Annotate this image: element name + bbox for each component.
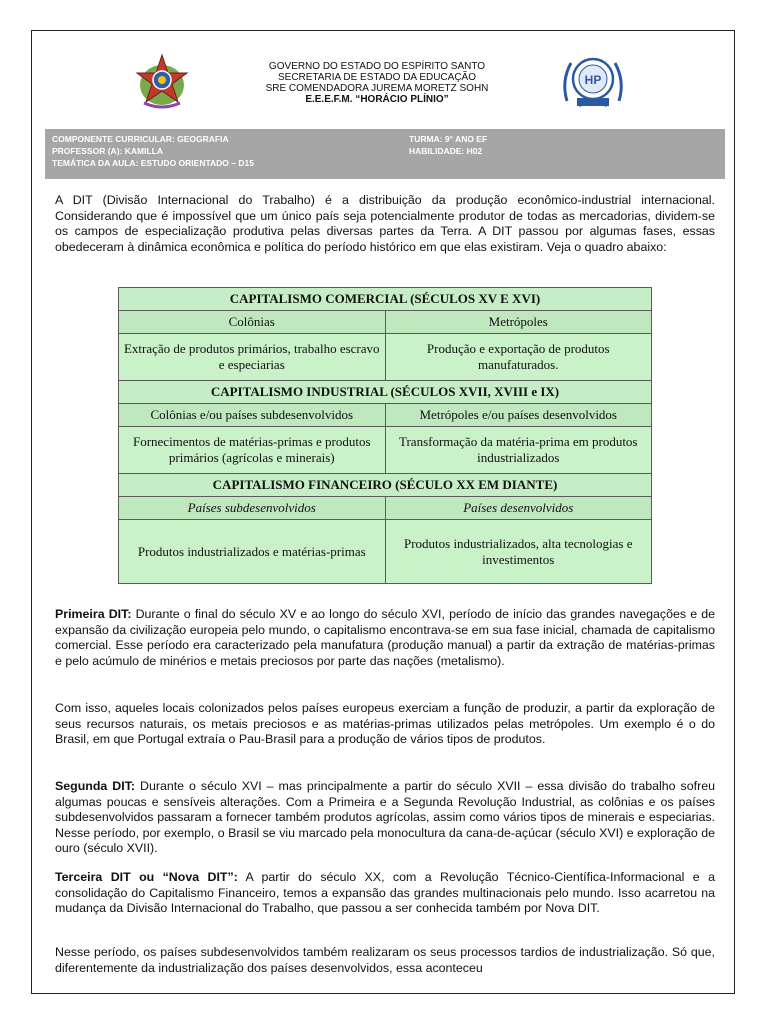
commercial-capitalism-title: CAPITALISMO COMERCIAL (SÉCULOS XV E XVI) [119, 288, 652, 311]
underdeveloped-countries-header: Países subdesenvolvidos [119, 497, 386, 520]
institution-heading [237, 61, 517, 105]
government-line: GOVERNO DO ESTADO DO ESPÍRITO SANTO [268, 61, 486, 72]
table-row [119, 520, 652, 584]
table-subheader-row [119, 497, 652, 520]
first-dit-label: Primeira DIT: [55, 607, 132, 621]
table-subheader-row [119, 404, 652, 427]
secretariat-line: SECRETARIA DE ESTADO DA EDUCAÇÃO [277, 72, 476, 83]
raw-materials-cell: Fornecimentos de matérias-primas e produtos primários (agrícolas e minerais) [119, 427, 386, 474]
third-dit-paragraph [55, 870, 715, 917]
subject-label: COMPONENTE CURRICULAR: GEOGRAFIA [52, 134, 229, 144]
colonies-cell: Extração de produtos primários, trabalho escravo e especiarias [119, 334, 386, 381]
colonies-header: Colônias [119, 311, 386, 334]
colonization-paragraph: Com isso, aqueles locais colonizados pelos países europeus exerciam a função de produzir, a partir da exploração de seus recursos naturais, os metais preciosos e as matérias-primas utilizados pelas metrópoles. Um exemplo é o do Brasil, em que Portugal extraía o Pau-Brasil para a produção de vários tipos de produtos. [55, 701, 715, 747]
third-dit-text: A partir do século XX, com a Revolução Técnico-Científica-Informacional e a consolidação do Capitalismo Financeiro, temos a expansão das grandes multinacionais pelo mundo. Isso acarretou na mudança da Divisão Internacional do Trabalho, que passou a ser conhecida também por Nova DIT. [55, 870, 715, 916]
transformation-cell: Transformação da matéria-prima em produtos industrializados [385, 427, 652, 474]
dit-phases-table [118, 287, 652, 584]
industrialized-products-cell: Produtos industrializados e matérias-primas [119, 520, 386, 584]
school-name: E.E.E.F.M. “HORÁCIO PLÍNIO” [305, 94, 449, 105]
metropoles-header: Metrópoles [385, 311, 652, 334]
first-dit-paragraph [55, 607, 715, 669]
metropoles-cell: Produção e exportação de produtos manufaturados. [385, 334, 652, 381]
financial-capitalism-title: CAPITALISMO FINANCEIRO (SÉCULO XX EM DIANTE) [119, 474, 652, 497]
intro-paragraph: A DIT (Divisão Internacional do Trabalho) é a distribuição da produção econômico-industrial internacional. Considerando que é impossível que um único país seja potencialmente produtor de todas as mercadorias, dividem-se os campos de especialização produtiva pelas diversas partes da Terra. A DIT passou por algumas fases, essas obedeceram à dinâmica econômica e política do período histórico em que elas existiram. Veja o quadro abaixo: [55, 193, 715, 254]
developed-metropoles-header: Metrópoles e/ou países desenvolvidos [385, 404, 652, 427]
developed-countries-header: Países desenvolvidos [385, 497, 652, 520]
state-coat-of-arms-icon [134, 51, 190, 111]
lesson-theme-label: TEMÁTICA DA AULA: ESTUDO ORIENTADO – D15 [52, 158, 254, 168]
table-row [119, 334, 652, 381]
table-subheader-row [119, 311, 652, 334]
table-row [119, 427, 652, 474]
skill-label: HABILIDADE: H02 [409, 146, 483, 156]
document-page [31, 30, 735, 994]
second-dit-label: Segunda DIT: [55, 779, 136, 793]
underdeveloped-colonies-header: Colônias e/ou países subdesenvolvidos [119, 404, 386, 427]
school-logo-icon [557, 51, 629, 113]
industrial-capitalism-title: CAPITALISMO INDUSTRIAL (SÉCULOS XVII, XVIII e IX) [119, 381, 652, 404]
lesson-info-bar [45, 129, 725, 179]
table-section-title-row [119, 381, 652, 404]
table-section-title-row [119, 474, 652, 497]
teacher-label: PROFESSOR (A): KAMILLA [52, 146, 163, 156]
late-industrialization-paragraph: Nesse período, os países subdesenvolvidos também realizaram os seus processos tardios de industrialização. Só que, diferentemente da industrialização dos países desenvolvidos, essa aconteceu [55, 945, 715, 975]
first-dit-text: Durante o final do século XV e ao longo do século XVI, período de início das grandes navegações e de expansão da civilização europeia pelo mundo, o capitalismo encontrava-se em sua fase inicial, chamada de capitalismo comercial. Esse período era caracterizado pela manufatura (produção manual) a partir da extração de matérias-primas e pelo acúmulo de minérios e metais preciosos por parte das nações (metalismo). [55, 607, 716, 668]
regional-line: SRE COMENDADORA JUREMA MORETZ SOHN [265, 83, 489, 94]
second-dit-text: Durante o século XVI – mas principalmente a partir do século XVII – essa divisão do trabalho sofreu algumas poucas e sensíveis alterações. Com a Primeira e a Segunda Revolução Industrial, as colônias e os países subdesenvolvidos passaram a fornecer também produtos agrícolas, assim como vários tipos de minerais e especiarias. Nesse período, por exemplo, o Brasil se viu marcado pela monocultura da cana-de-açúcar (século XVI) e exploração de ouro (século XVII). [55, 779, 715, 856]
third-dit-label: Terceira DIT ou “Nova DIT”: [55, 870, 238, 884]
high-technology-cell: Produtos industrializados, alta tecnologias e investimentos [385, 520, 652, 584]
table-section-title-row [119, 288, 652, 311]
second-dit-paragraph [55, 779, 715, 857]
document-header [32, 31, 735, 121]
class-label: TURMA: 9° ANO EF [409, 134, 488, 144]
svg-text:HP: HP [584, 73, 602, 87]
